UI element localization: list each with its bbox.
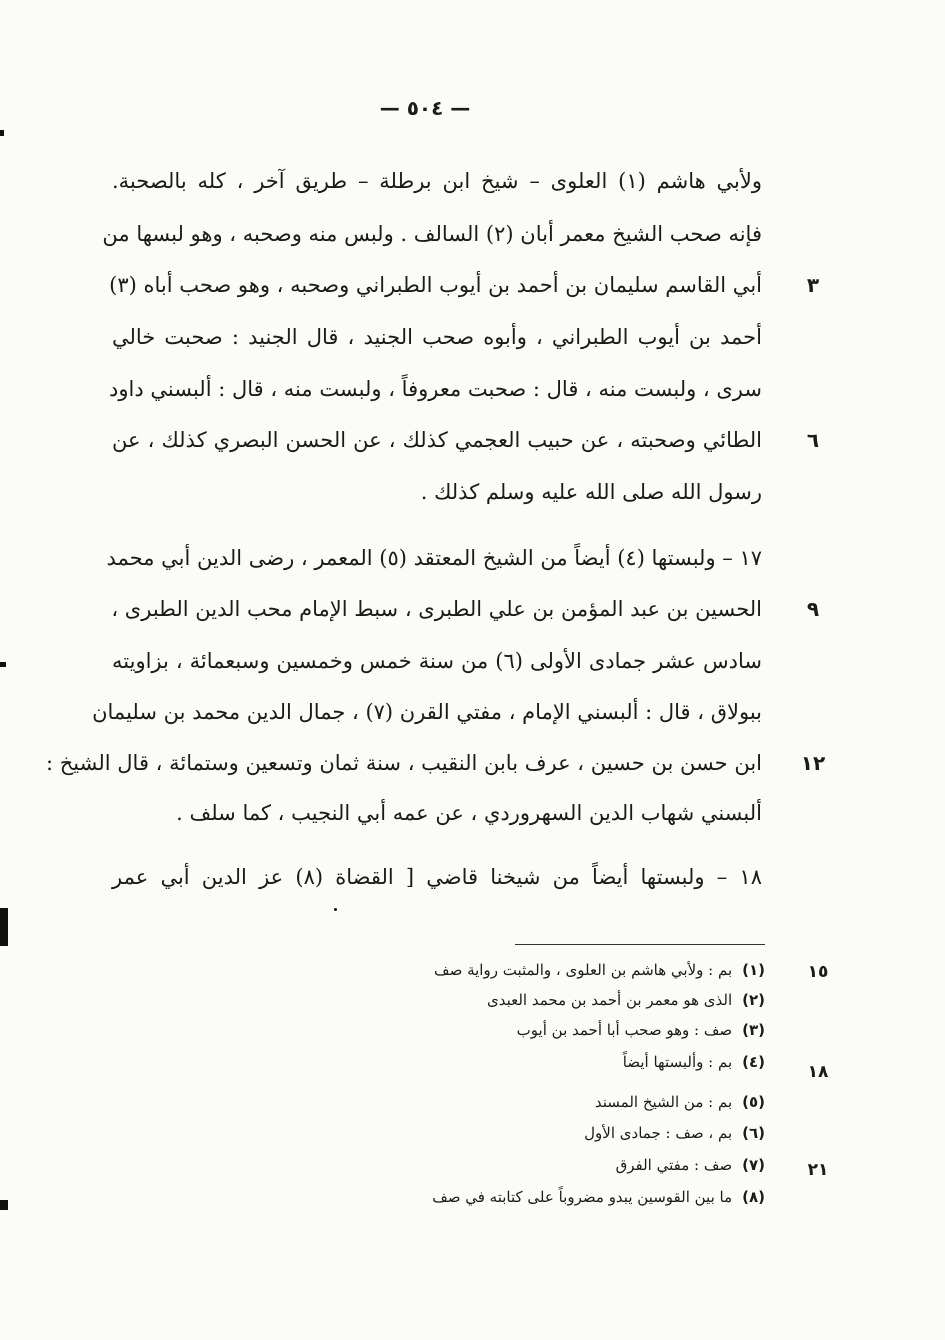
footnote-text: بم ، صف : جمادى الأول (584, 1124, 733, 1142)
footnote-text: بم : ولأبي هاشم بن العلوى ، والمثبت رواية صف (434, 961, 733, 979)
footnote-text: بم : من الشيخ المسند (594, 1093, 733, 1111)
scan-edge-mark (0, 908, 8, 946)
footnote-8 (300, 1185, 765, 1209)
ink-dot (334, 908, 337, 911)
text-line-5: سرى ، ولبست منه ، قال : صحبت معروفاً ، ولبست منه ، قال : ألبسني داود (109, 377, 762, 401)
footnote-text: الذى هو معمر بن أحمد بن محمد العبدى (486, 991, 733, 1009)
footnote-1 (300, 958, 765, 982)
scan-edge-mark (0, 130, 4, 136)
line-number: ٦ (806, 428, 820, 452)
footnote-3 (300, 1018, 765, 1042)
text-line-4: أحمد بن أيوب الطبراني ، وأبوه صحب الجنيد ، قال الجنيد : صحبت خالي (112, 325, 762, 349)
footnote-marker: (٣) (742, 1021, 765, 1039)
line-number: ٩ (806, 597, 820, 621)
text-line-2: فإنه صحب الشيخ معمر أبان (٢) السالف . ولبس منه وصحبه ، وهو لبسها من (102, 222, 762, 246)
text-line-9: الحسين بن عبد المؤمن بن علي الطبرى ، سبط الإمام محب الدين الطبرى ، (111, 597, 762, 621)
footnote-marker: (٧) (742, 1156, 765, 1174)
footnote-text: صف : مفتي الفرق (615, 1156, 733, 1174)
footnote-text: ما بين القوسين يبدو مضروباً على كتابته في صف (432, 1188, 733, 1206)
text-line-6: الطائي وصحبته ، عن حبيب العجمي كذلك ، عن الحسن البصري كذلك ، عن (112, 428, 762, 452)
footnote-2 (300, 988, 765, 1012)
footnote-marker: (٨) (742, 1188, 765, 1206)
footnote-divider (515, 944, 765, 945)
footnote-4 (300, 1050, 765, 1074)
text-line-13: ألبسني شهاب الدين السهروردي ، عن عمه أبي النجيب ، كما سلف . (176, 801, 762, 825)
footnote-line-number: ١٨ (807, 1062, 829, 1082)
text-line-12: ابن حسن بن حسين ، عرف بابن النقيب ، سنة ثمان وتسعين وستمائة ، قال الشيخ : (46, 751, 762, 775)
footnote-5 (300, 1090, 765, 1114)
line-number: ١٢ (800, 751, 826, 775)
text-line-8: ١٧ – ولبستها (٤) أيضاً من الشيخ المعتقد (٥) المعمر ، رضى الدين أبي محمد (106, 546, 762, 570)
footnote-line-number: ٢١ (807, 1160, 829, 1180)
footnote-line-number: ١٥ (807, 962, 829, 982)
footnote-marker: (٥) (742, 1093, 765, 1111)
footnote-marker: (٦) (742, 1124, 765, 1142)
text-line-7: رسول الله صلى الله عليه وسلم كذلك . (420, 480, 762, 504)
text-line-11: ببولاق ، قال : ألبسني الإمام ، مفتي القرن (٧) ، جمال الدين محمد بن سليمان (92, 700, 762, 724)
text-line-14: ١٨ – ولبستها أيضاً من شيخنا قاضي [ القضاة (٨) عز الدين أبي عمر (112, 865, 762, 889)
footnote-text: بم : وألبستها أيضاً (622, 1053, 733, 1071)
footnote-marker: (١) (742, 961, 765, 979)
text-line-3: أبي القاسم سليمان بن أحمد بن أيوب الطبراني وصحبه ، وهو صحب أباه (٣) (109, 273, 762, 297)
line-number: ٣ (806, 273, 820, 297)
footnote-marker: (٤) (742, 1053, 765, 1071)
footnote-marker: (٢) (742, 991, 765, 1009)
page-number: — ٥٠٤ — (379, 96, 471, 120)
scan-edge-mark (0, 1200, 8, 1210)
footnote-7 (300, 1153, 765, 1177)
text-line-1: ولأبي هاشم (١) العلوى – شيخ ابن برطلة – طريق آخر ، كله بالصحبة. (112, 169, 762, 193)
footnote-6 (300, 1121, 765, 1145)
text-line-10: سادس عشر جمادى الأولى (٦) من سنة خمس وخمسين وسبعمائة ، بزاويته (112, 649, 762, 673)
scan-edge-mark (0, 662, 6, 667)
footnote-text: صف : وهو صحب أبا أحمد بن أيوب (516, 1021, 733, 1039)
